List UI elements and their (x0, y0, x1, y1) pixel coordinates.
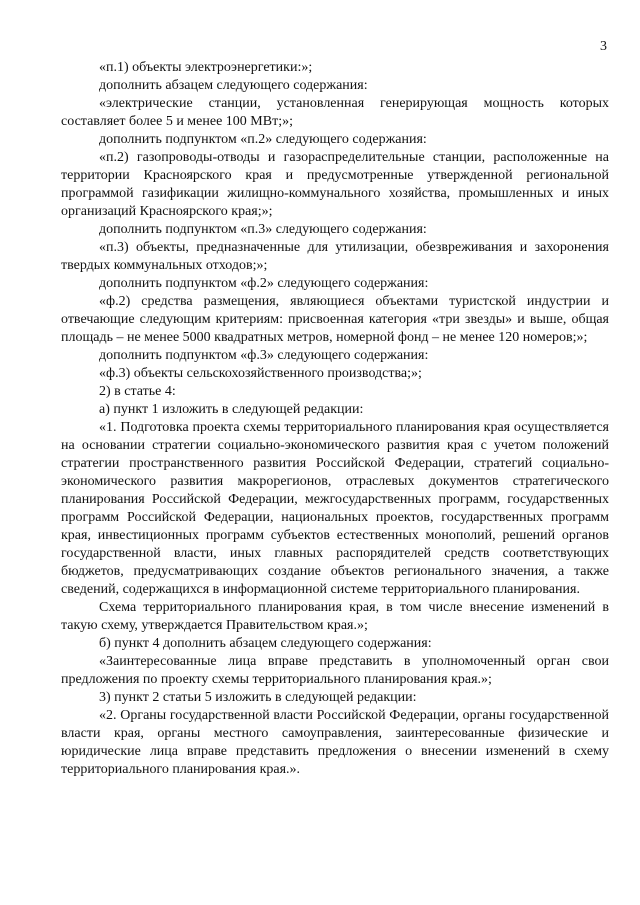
paragraph: «Заинтересованные лица вправе представить в уполномоченный орган свои предложения по проекту схемы территориального планирования края.»; (61, 654, 609, 687)
paragraph: дополнить подпунктом «п.3» следующего содержания: (99, 222, 427, 237)
paragraph: «2. Органы государственной власти Российской Федерации, органы государственной власти края, органы местного самоуправления, заинтересованные физические и юридические лица вправе представить предложения о внесении изменений в схему территориального планирования края.». (61, 708, 609, 777)
paragraph: Схема территориального планирования края, в том числе внесение изменений в такую схему, утверждается Правительством края.»; (61, 600, 609, 633)
paragraph: «ф.2) средства размещения, являющиеся объектами туристской индустрии и отвечающие следующим критериям: присвоенная категория «три звезды» и выше, общая площадь – не менее 5000 квадратных метров, номерной фонд – не менее 120 номеров;»; (61, 294, 609, 345)
paragraph: а) пункт 1 изложить в следующей редакции: (99, 402, 364, 417)
paragraph: дополнить абзацем следующего содержания: (99, 78, 368, 93)
paragraph: «электрические станции, установленная генерирующая мощность которых составляет более 5 и менее 100 МВт;»; (61, 96, 609, 129)
paragraph: «ф.3) объекты сельскохозяйственного производства;»; (99, 366, 422, 381)
paragraph: «п.1) объекты электроэнергетики:»; (99, 60, 313, 75)
paragraph: дополнить подпунктом «ф.3» следующего содержания: (99, 348, 429, 363)
paragraph: дополнить подпунктом «п.2» следующего содержания: (99, 132, 427, 147)
paragraph: «п.3) объекты, предназначенные для утилизации, обезвреживания и захоронения твердых коммунальных отходов;»; (61, 240, 609, 273)
paragraph: 3) пункт 2 статьи 5 изложить в следующей редакции: (99, 690, 417, 705)
paragraph: дополнить подпунктом «ф.2» следующего содержания: (99, 276, 429, 291)
paragraph: 2) в статье 4: (99, 384, 176, 399)
document-body (61, 59, 609, 779)
paragraph: «п.2) газопроводы-отводы и газораспределительные станции, расположенные на территории Красноярского края и предусмотренные утвержденной региональной программой газификации жилищно-коммунального хозяйства, промышленных и иных организаций Красноярского края;»; (61, 150, 609, 219)
page-number: 3 (600, 39, 607, 54)
paragraph: б) пункт 4 дополнить абзацем следующего содержания: (99, 636, 432, 651)
paragraph: «1. Подготовка проекта схемы территориального планирования края осуществляется на основании стратегии социально-экономического развития края с учетом положений стратегии пространственного развития Российской Федерации, стратегий социально-экономического развития макрорегионов, отраслевых документов стратегического планирования Российской Федерации, межгосударственных программ, государственных программ Российской Федерации, национальных проектов, государственных программ края, инвестиционных программ субъектов естественных монополий, решений органов государственной власти, иных главных распорядителей средств соответствующих бюджетов, предусматривающих создание объектов регионального значения, а также сведений, содержащихся в информационной системе территориального планирования. (61, 420, 609, 597)
